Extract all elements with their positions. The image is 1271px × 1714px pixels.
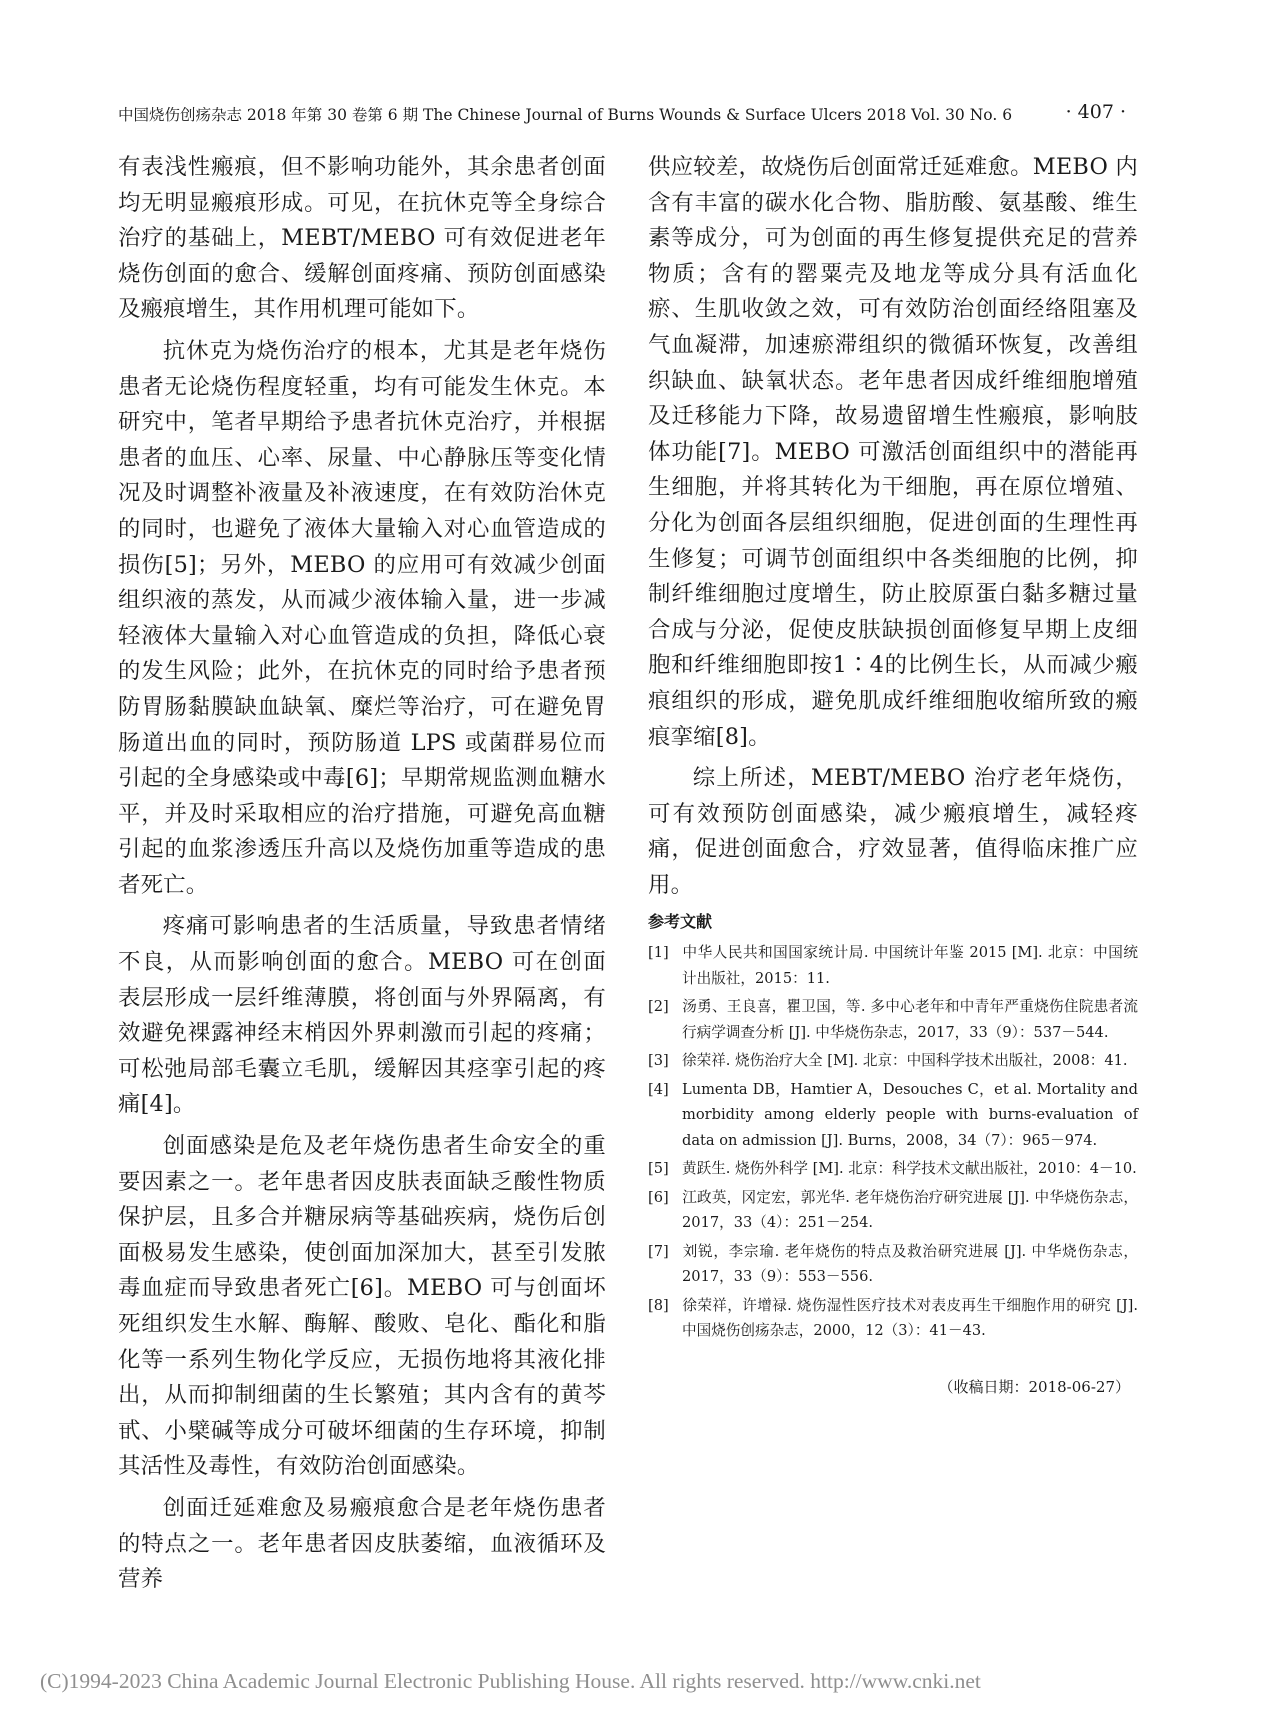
right-column — [648, 150, 1138, 1347]
reference-number: [2] — [648, 998, 669, 1016]
reference-item — [648, 1156, 1138, 1182]
reference-number: [6] — [648, 1188, 669, 1206]
reference-text: 江政英，冈定宏，郭光华. 老年烧伤治疗研究进展 [J]. 中华烧伤杂志，2017，33（4）：251－254. — [682, 1188, 1138, 1232]
body-paragraph: 疼痛可影响患者的生活质量，导致患者情绪不良，从而影响创面的愈合。MEBO 可在创面表层形成一层纤维薄膜，将创面与外界隔离，有效避免裸露神经末梢因外界刺激而引起的疼痛；可松弛局部毛囊立毛肌，缓解因其痉挛引起的疼痛[4]。 — [118, 913, 606, 1118]
reference-item — [648, 1239, 1138, 1290]
reference-text: 中华人民共和国国家统计局. 中国统计年鉴 2015 [M]. 北京：中国统计出版社，2015：11. — [682, 944, 1138, 987]
copyright-footer: (C)1994-2023 China Academic Journal Electronic Publishing House. All rights reserved. http://www.cnki.net — [40, 1669, 981, 1693]
reference-text: 徐荣祥，许增禄. 烧伤湿性医疗技术对表皮再生干细胞作用的研究 [J]. 中国烧伤创疡杂志，2000，12（3）：41－43. — [682, 1296, 1138, 1340]
reference-item — [648, 1077, 1138, 1154]
reference-item — [648, 1048, 1138, 1074]
reference-text: 刘锐，李宗瑜. 老年烧伤的特点及救治研究进展 [J]. 中华烧伤杂志，2017，33（9）：553－556. — [682, 1242, 1138, 1286]
received-date: （收稿日期：2018-06-27） — [938, 1378, 1130, 1396]
reference-list — [648, 940, 1138, 1344]
reference-item — [648, 994, 1138, 1045]
reference-item — [648, 1185, 1138, 1236]
reference-number: [4] — [648, 1080, 669, 1098]
references-heading: 参考文献 — [648, 912, 713, 932]
reference-number: [5] — [648, 1160, 669, 1178]
running-header — [118, 103, 1138, 125]
reference-item — [648, 1293, 1138, 1344]
body-paragraph: 创面感染是危及老年烧伤患者生命安全的重要因素之一。老年患者因皮肤表面缺乏酸性物质保护层，且多合并糖尿病等基础疾病，烧伤后创面极易发生感染，使创面加深加大，甚至引发脓毒血症而导致患者死亡[6]。MEBO 可与创面坏死组织发生水解、酶解、酸败、皂化、酯化和脂化等一系列生物化学反应，无损伤地将其液化排出，从而抑制细菌的生长繁殖；其内含有的黄芩甙、小檗碱等成分可破坏细菌的生存环境，抑制其活性及毒性，有效防治创面感染。 — [118, 1133, 606, 1480]
reference-text: 黄跃生. 烧伤外科学 [M]. 北京：科学技术文献出版社，2010：4－10. — [682, 1160, 1137, 1178]
reference-number: [3] — [648, 1052, 669, 1070]
journal-citation: 中国烧伤创疡杂志 2018 年第 30 卷第 6 期 The Chinese Journal of Burns Wounds & Surface Ulcers 2018 Vol. 30 No. 6 — [118, 106, 1013, 124]
body-paragraph: 抗休克为烧伤治疗的根本，尤其是老年烧伤患者无论烧伤程度轻重，均有可能发生休克。本研究中，笔者早期给予患者抗休克治疗，并根据患者的血压、心率、尿量、中心静脉压等变化情况及时调整补液量及补液速度，在有效防治休克的同时，也避免了液体大量输入对心血管造成的损伤[5]；另外，MEBO 的应用可有效减少创面组织液的蒸发，从而减少液体输入量，进一步减轻液体大量输入对心血管造成的负担，降低心衰的发生风险；此外，在抗休克的同时给予患者预防胃肠黏膜缺血缺氧、糜烂等治疗，可在避免胃肠道出血的同时，预防肠道 LPS 或菌群易位而引起的全身感染或中毒[6]；早期常规监测血糖水平，并及时采取相应的治疗措施，可避免高血糖引起的血浆渗透压升高以及烧伤加重等造成的患者死亡。 — [118, 337, 606, 898]
reference-item — [648, 940, 1138, 991]
body-paragraph: 综上所述，MEBT/MEBO 治疗老年烧伤，可有效预防创面感染，减少瘢痕增生，减轻疼痛，促进创面愈合，疗效显著，值得临床推广应用。 — [648, 765, 1138, 898]
body-paragraph: 供应较差，故烧伤后创面常迁延难愈。MEBO 内含有丰富的碳水化合物、脂肪酸、氨基酸、维生素等成分，可为创面的再生修复提供充足的营养物质；含有的罂粟壳及地龙等成分具有活血化瘀、生肌收敛之效，可有效防治创面经络阻塞及气血凝滞，加速瘀滞组织的微循环恢复，改善组织缺血、缺氧状态。老年患者因成纤维细胞增殖及迁移能力下降，故易遗留增生性瘢痕，影响肢体功能[7]。MEBO 可激活创面组织中的潜能再生细胞，并将其转化为干细胞，再在原位增殖、分化为创面各层组织细胞，促进创面的生理性再生修复；可调节创面组织中各类细胞的比例，抑制纤维细胞过度增生，防止胶原蛋白黏多糖过量合成与分泌，促使皮肤缺损创面修复早期上皮细胞和纤维细胞即按1∶4的比例生长，从而减少瘢痕组织的形成，避免肌成纤维细胞收缩所致的瘢痕挛缩[8]。 — [648, 154, 1138, 750]
page-number: · 407 · — [1065, 101, 1126, 123]
reference-number: [7] — [648, 1242, 669, 1260]
reference-text: 汤勇、王良喜，瞿卫国，等. 多中心老年和中青年严重烧伤住院患者流行病学调查分析 [J]. 中华烧伤杂志，2017，33（9）：537－544. — [682, 998, 1138, 1041]
reference-number: [8] — [648, 1296, 669, 1314]
body-paragraph: 创面迁延难愈及易瘢痕愈合是老年烧伤患者的特点之一。老年患者因皮肤萎缩，血液循环及营养 — [118, 1494, 606, 1593]
body-paragraph: 有表浅性瘢痕，但不影响功能外，其余患者创面均无明显瘢痕形成。可见，在抗休克等全身综合治疗的基础上，MEBT/MEBO 可有效促进老年烧伤创面的愈合、缓解创面疼痛、预防创面感染及瘢痕增生，其作用机理可能如下。 — [118, 154, 606, 323]
left-column — [118, 150, 606, 1604]
reference-text: 徐荣祥. 烧伤治疗大全 [M]. 北京：中国科学技术出版社，2008：41. — [682, 1052, 1128, 1070]
reference-number: [1] — [648, 944, 669, 962]
reference-text: Lumenta DB，Hamtier A，Desouches C，et al. Mortality and morbidity among elderly people with burns-evaluation of data on admission [J]. Burns，2008，34（7）：965－974. — [682, 1080, 1138, 1149]
